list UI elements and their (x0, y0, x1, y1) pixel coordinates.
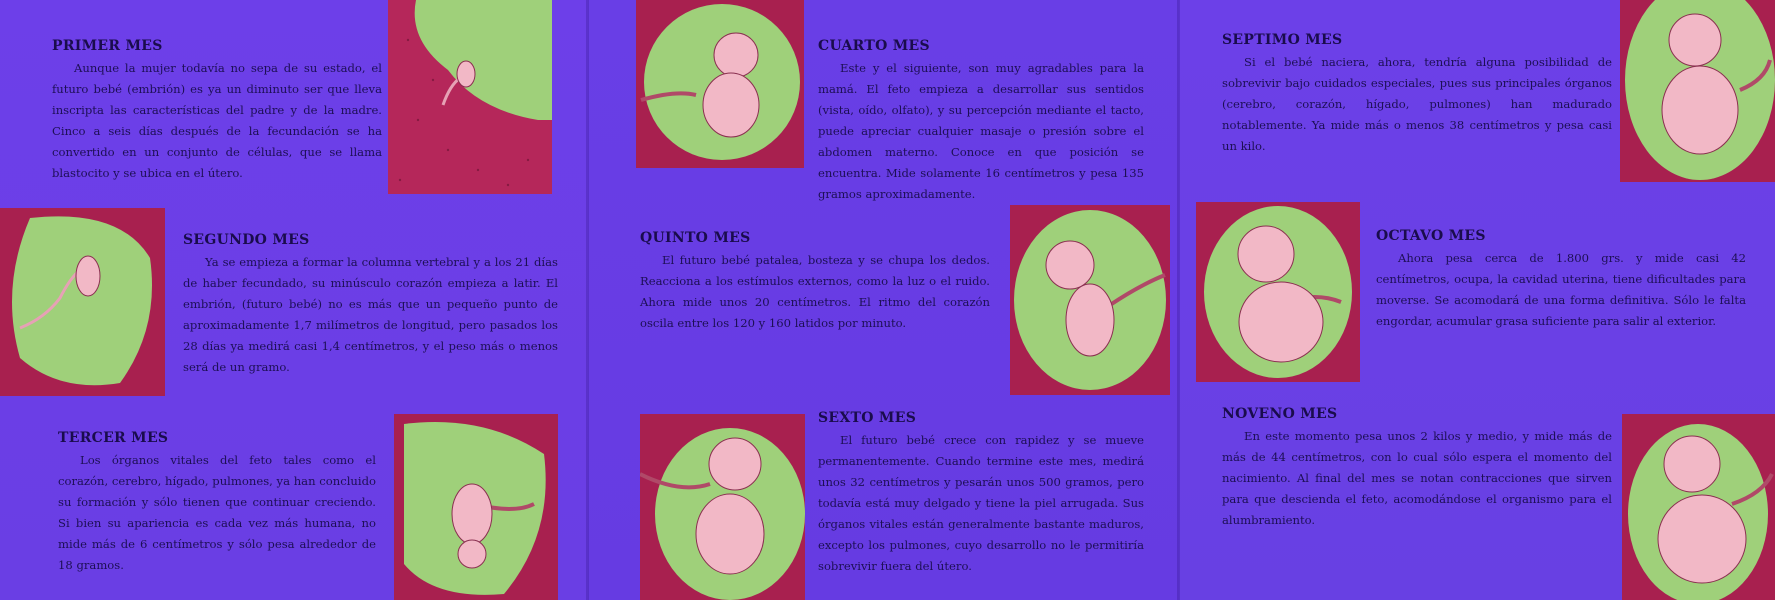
month-1-illustration (388, 0, 552, 194)
month-9-section (1222, 406, 1612, 531)
month-5-text: El futuro bebé patalea, bosteza y se chupa los dedos. Reacciona a los estímulos externos, como la luz o el ruido. Ahora mide unos 20 centímetros. El ritmo del corazón oscila entre los 120 y 160 latidos por minuto. (640, 253, 990, 330)
month-4-section (818, 38, 1144, 205)
month-3-text: Los órganos vitales del feto tales como el corazón, cerebro, hígado, pulmones, ya han concluido su formación y sólo tienen que continuar creciendo. Si bien su apariencia es cada vez más humana, no mide más de 6 centímetros y sólo pesa alrededor de 18 gramos. (58, 453, 376, 572)
month-5-title: QUINTO MES (640, 230, 751, 246)
month-6-title: SEXTO MES (818, 410, 917, 426)
month-7-text: Si el bebé naciera, ahora, tendría alguna posibilidad de sobrevivir bajo cuidados especiales, pues sus principales órganos (cerebro, corazón, hígado, pulmones) han madurado notablemente. Ya mide más o menos 38 centímetros y pesa casi un kilo. (1222, 55, 1612, 153)
month-6-illustration (640, 414, 805, 600)
month-5-illustration (1010, 205, 1170, 395)
month-8-illustration (1196, 202, 1360, 382)
month-4-text: Este y el siguiente, son muy agradables para la mamá. El feto empieza a desarrollar sus sentidos (vista, oído, olfato), y su percepción mediante el tacto, puede apreciar cualquier masaje o presión sobre el abdomen materno. Conoce en que posición se encuentra. Mide solamente 16 centímetros y pesa 135 gramos aproximadamente. (818, 61, 1144, 201)
month-9-text: En este momento pesa unos 2 kilos y medio, y mide más de más de 44 centímetros, con lo cual sólo espera el momento del nacimiento. Al final del mes se notan contracciones que sirven para que descienda el feto, acomodándose el organismo para el alumbramiento. (1222, 429, 1612, 527)
month-6-text: El futuro bebé crece con rapidez y se mueve permanentemente. Cuando termine este mes, medirá unos 32 centímetros y pesarán unos 500 gramos, pero todavía está muy delgado y tiene la piel arrugada. Sus órganos vitales están generalmente bastante maduros, excepto los pulmones, cuyo desarrollo no le permitiría sobrevivir fuera del útero. (818, 433, 1144, 573)
month-3-section (58, 430, 376, 576)
month-8-section (1376, 228, 1746, 332)
month-4-illustration (636, 0, 804, 168)
month-2-illustration (0, 208, 165, 396)
month-1-section (52, 38, 382, 184)
month-3-illustration (394, 414, 558, 600)
month-9-title: NOVENO MES (1222, 406, 1338, 422)
month-2-section (183, 232, 558, 378)
month-8-title: OCTAVO MES (1376, 228, 1486, 244)
month-6-section (818, 410, 1144, 577)
month-1-title: PRIMER MES (52, 38, 163, 54)
month-1-text: Aunque la mujer todavía no sepa de su estado, el futuro bebé (embrión) es ya un diminuto ser que lleva inscripta las características del padre y de la madre. Cinco a seis días después de la fecundación se ha convertido en un conjunto de células, que se llama blastocito y se ubica en el útero. (52, 61, 382, 180)
month-7-section (1222, 32, 1612, 157)
month-3-title: TERCER MES (58, 430, 169, 446)
month-2-title: SEGUNDO MES (183, 232, 310, 248)
fold-line (586, 0, 589, 600)
month-7-title: SEPTIMO MES (1222, 32, 1343, 48)
month-7-illustration (1620, 0, 1775, 182)
fold-line (1177, 0, 1180, 600)
month-5-section (640, 230, 990, 334)
month-4-title: CUARTO MES (818, 38, 930, 54)
month-8-text: Ahora pesa cerca de 1.800 grs. y mide casi 42 centímetros, ocupa, la cavidad uterina, tiene dificultades para moverse. Se acomodará de una forma definitiva. Sólo le falta engordar, acumular grasa suficiente para salir al exterior. (1376, 251, 1746, 328)
month-9-illustration (1622, 414, 1775, 600)
month-2-text: Ya se empieza a formar la columna vertebral y a los 21 días de haber fecundado, su minúsculo corazón empieza a latir. El embrión, (futuro bebé) no es más que un pequeño punto de aproximadamente 1,7 milímetros de longitud, pero pasados los 28 días ya medirá casi 1,4 centímetros, y el peso más o menos será de un gramo. (183, 255, 558, 374)
